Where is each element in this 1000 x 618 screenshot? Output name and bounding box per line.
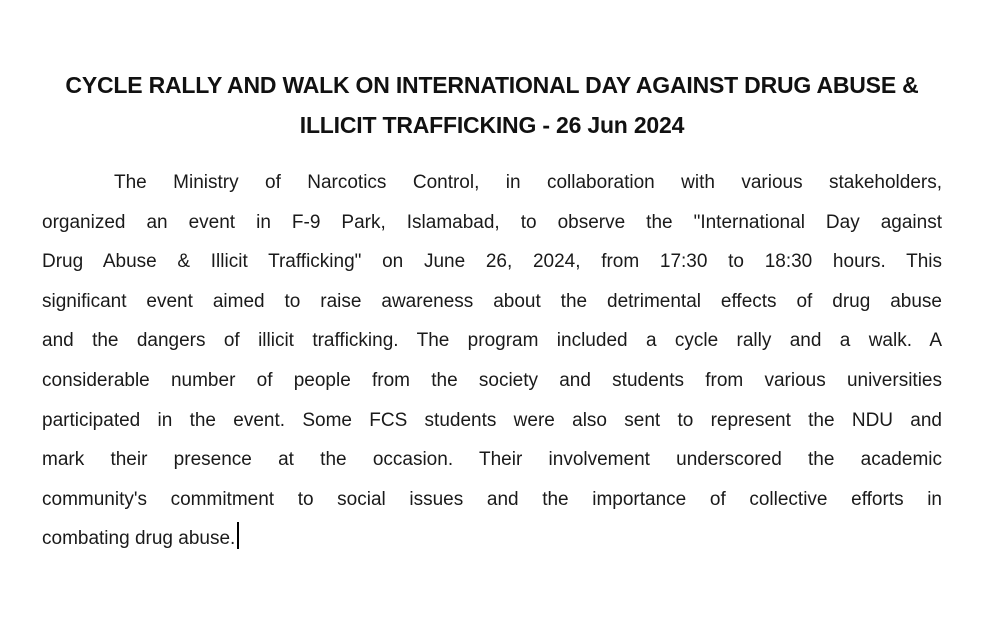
paragraph-line — [42, 321, 942, 361]
paragraph-line — [42, 282, 942, 322]
paragraph-line-text: considerable number of people from the society and students from various universities — [42, 369, 942, 391]
document-title-line-1: CYCLE RALLY AND WALK ON INTERNATIONAL DAY AGAINST DRUG ABUSE & — [65, 72, 919, 98]
paragraph-line — [42, 242, 942, 282]
paragraph-line — [42, 519, 942, 559]
paragraph-line — [42, 163, 942, 203]
document-title-line-2: ILLICIT TRAFFICKING - 26 Jun 2024 — [299, 112, 685, 138]
paragraph-line-text: community's commitment to social issues and the importance of collective efforts in — [42, 488, 942, 510]
text-cursor — [237, 522, 239, 549]
paragraph-line — [42, 361, 942, 401]
document-title — [42, 65, 942, 145]
paragraph-line-text: mark their presence at the occasion. Their involvement underscored the academic — [42, 449, 942, 471]
paragraph-line-text: and the dangers of illicit trafficking. The program included a cycle rally and a walk. A — [42, 330, 942, 352]
paragraph-line — [42, 480, 942, 520]
paragraph-line-text: organized an event in F-9 Park, Islamabad, to observe the "International Day against — [42, 211, 942, 233]
paragraph-line-text: The Ministry of Narcotics Control, in collaboration with various stakeholders, — [114, 172, 942, 193]
paragraph-line — [42, 440, 942, 480]
paragraph-line — [42, 401, 942, 441]
paragraph-line-text: combating drug abuse. — [42, 528, 236, 550]
paragraph-line — [42, 203, 942, 243]
paragraph-line-text: significant event aimed to raise awareness about the detrimental effects of drug abuse — [42, 290, 942, 312]
paragraph-line-text: Drug Abuse & Illicit Trafficking" on June 26, 2024, from 17:30 to 18:30 hours. This — [42, 251, 942, 273]
paragraph-line-text: participated in the event. Some FCS students were also sent to represent the NDU and — [42, 409, 942, 431]
document-paragraph[interactable] — [42, 163, 942, 559]
